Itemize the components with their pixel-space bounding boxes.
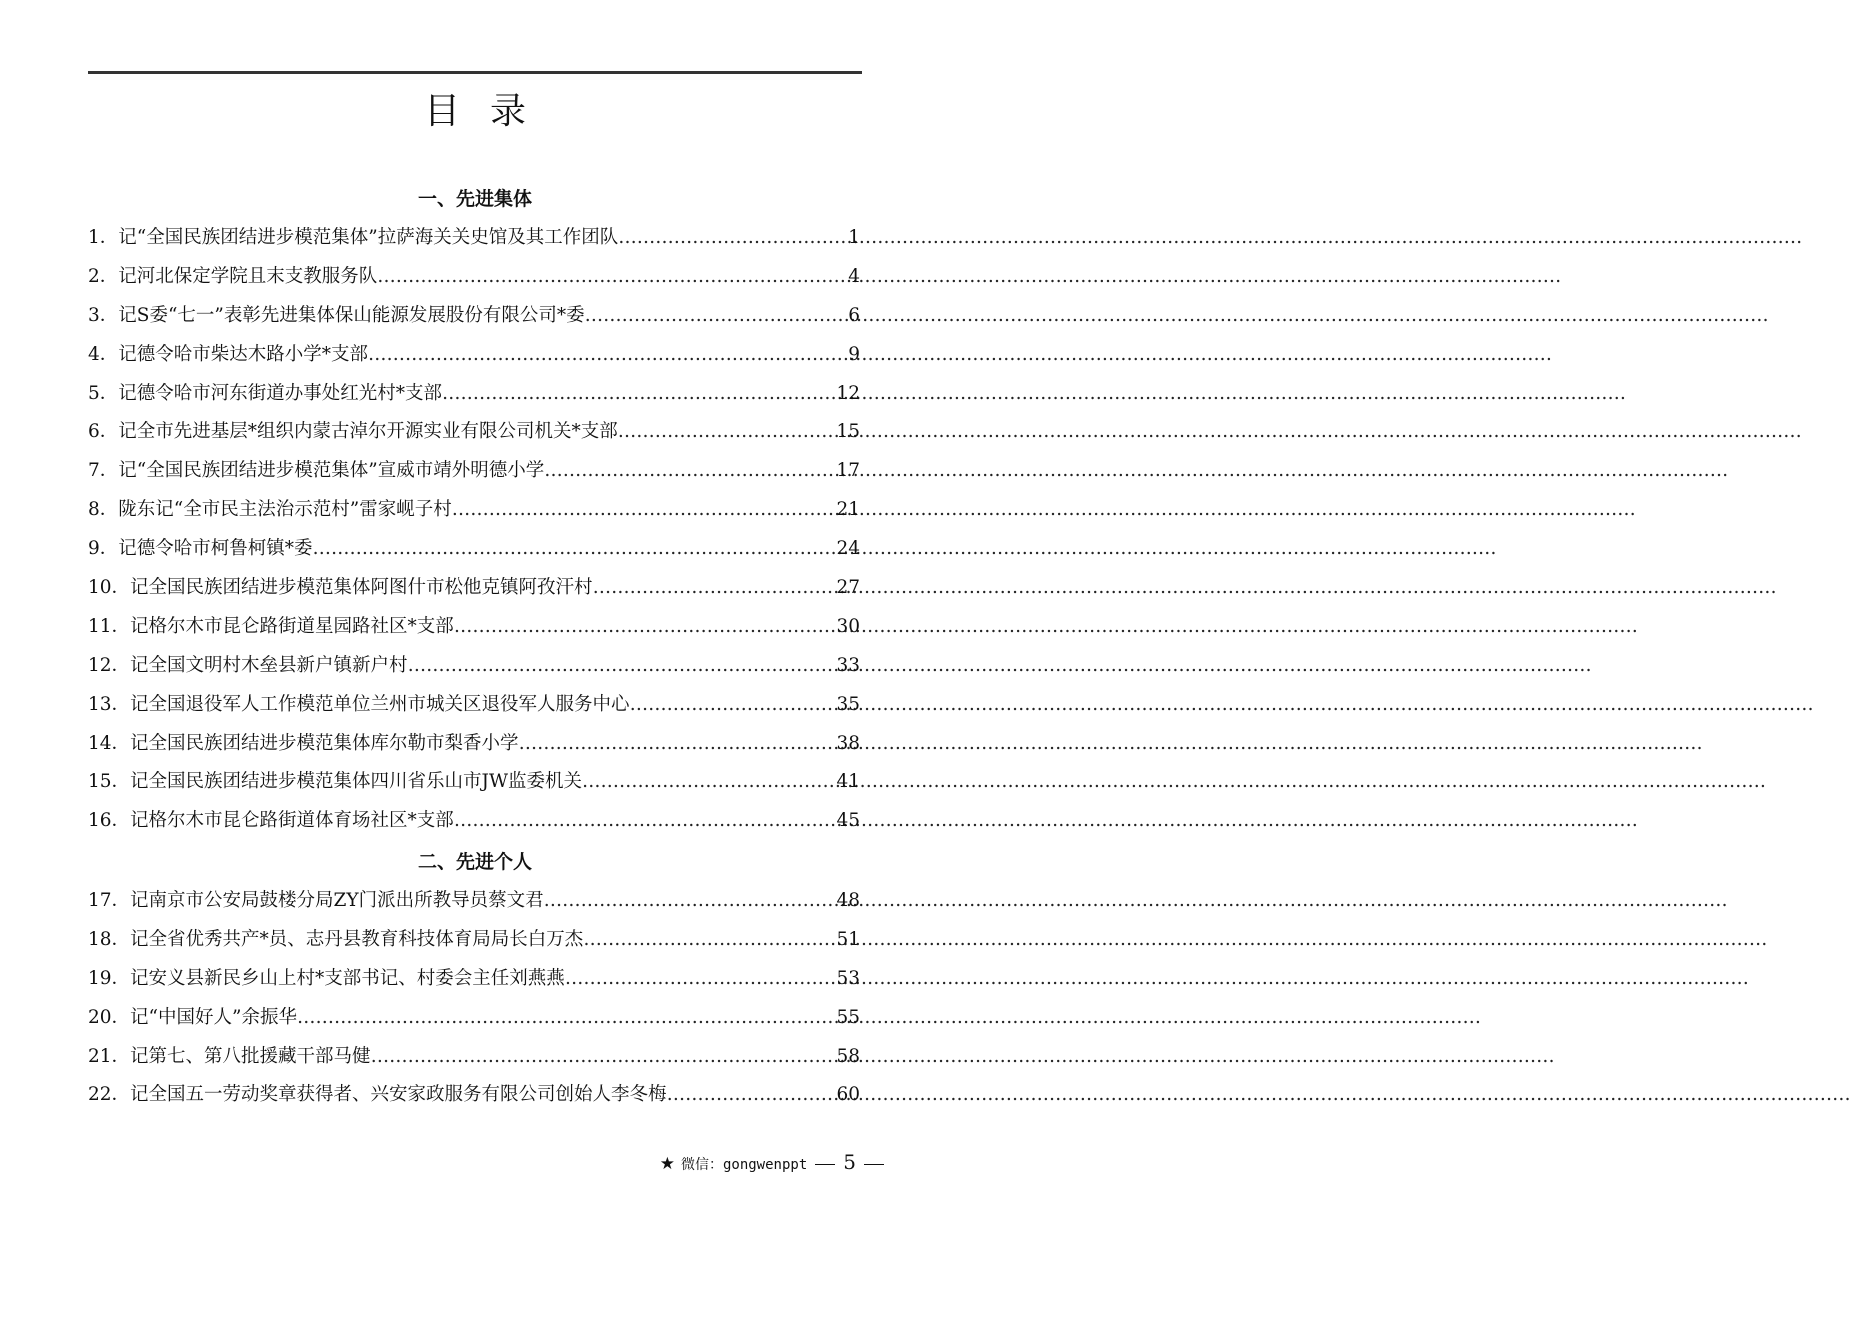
- toc-entry[interactable]: [88, 1044, 860, 1083]
- toc-entry-title: 记全国民族团结进步模范集体库尔勒市梨香小学: [130, 732, 519, 754]
- toc-dot-leader: [519, 731, 836, 757]
- toc-entry-title: 记全国退役军人工作模范单位兰州市城关区退役军人服务中心: [130, 693, 630, 715]
- footer-dash-right: [864, 1164, 884, 1165]
- page-footer: [660, 1150, 892, 1174]
- toc-entry-page: 15: [836, 421, 860, 443]
- footer-dash-left: [815, 1164, 835, 1165]
- toc-entry-title: 记全国五一劳动奖章获得者、兴安家政服务有限公司创始人李冬梅: [130, 1084, 667, 1106]
- toc-entry[interactable]: [88, 888, 860, 927]
- toc-entry-number: 15．: [88, 771, 131, 793]
- toc-entry-page: 35: [836, 693, 860, 715]
- toc-entry-number: 8．: [88, 499, 119, 521]
- toc-entry-page: 58: [836, 1045, 860, 1067]
- toc-dot-leader: [368, 342, 847, 368]
- toc-entry-number: 19．: [88, 967, 131, 989]
- toc-dot-leader: [630, 692, 836, 718]
- toc-entry-title: 记全省优秀共产*员、志丹县教育科技体育局局长白万杰: [130, 928, 584, 950]
- toc-entry-page: 27: [836, 577, 860, 599]
- toc-entry[interactable]: [88, 1005, 860, 1044]
- toc-dot-leader: [585, 303, 848, 329]
- toc-entry-number: 7．: [88, 460, 119, 482]
- toc-entry-title: 记第七、第八批援藏干部马健: [130, 1045, 371, 1067]
- toc-entry-title: 记南京市公安局鼓楼分局ZY门派出所教导员蔡文君: [130, 890, 544, 911]
- toc-dot-leader: [454, 614, 836, 640]
- toc-entry-page: 24: [836, 538, 860, 560]
- toc-dot-leader: [452, 497, 836, 523]
- toc-entry-page: 53: [836, 967, 860, 989]
- toc-entry-number: 5．: [88, 382, 119, 404]
- toc-entry[interactable]: [88, 731, 860, 770]
- footer-page-number: 5: [843, 1150, 856, 1174]
- toc-entry-number: 6．: [88, 421, 119, 443]
- toc-entry-page: 33: [836, 654, 860, 676]
- toc-entry-page: 48: [836, 890, 860, 911]
- toc-entry[interactable]: [88, 692, 860, 731]
- toc-entry-title: 记德令哈市柴达木路小学*支部: [118, 343, 369, 365]
- section-heading-individuals: 二、先进个人: [417, 851, 532, 873]
- toc-dot-leader: [297, 1005, 835, 1031]
- toc-entry-number: 14．: [88, 732, 131, 754]
- toc-entry-number: 13．: [88, 693, 131, 715]
- toc-entry-title: 陇东记“全市民主法治示范村”雷家岘子村: [118, 499, 452, 521]
- toc-entry[interactable]: [88, 458, 860, 497]
- toc-entry-title: 记“全国民族团结进步模范集体”宣威市靖外明德小学: [118, 460, 545, 482]
- top-rule: [88, 71, 862, 74]
- toc-entry[interactable]: [88, 264, 860, 303]
- wechat-label: 微信：gongwenppt: [680, 1157, 808, 1173]
- toc-entry[interactable]: [88, 614, 860, 653]
- toc-entry-number: 1．: [88, 227, 119, 248]
- toc-entry-title: 记全国文明村木垒县新户镇新户村: [130, 654, 408, 676]
- toc-entry[interactable]: [88, 575, 860, 614]
- toc-dot-leader: [583, 927, 835, 953]
- toc-entry-number: 16．: [88, 810, 131, 832]
- toc-entry-title: 记德令哈市柯鲁柯镇*委: [118, 538, 313, 560]
- toc-dot-leader: [618, 225, 847, 251]
- toc-entry[interactable]: [88, 769, 860, 808]
- toc-dot-leader: [618, 419, 836, 445]
- toc-dot-leader: [582, 769, 835, 795]
- toc-entry-page: 1: [848, 227, 860, 248]
- toc-entry[interactable]: [88, 419, 860, 458]
- toc-entry[interactable]: [88, 303, 860, 342]
- toc-dot-leader: [593, 575, 836, 601]
- toc-entry[interactable]: [88, 966, 860, 1005]
- toc-entry-title: 记河北保定学院且末支教服务队: [118, 265, 378, 287]
- toc-entry-number: 2．: [88, 265, 119, 287]
- toc-entry-number: 10．: [88, 577, 131, 599]
- toc-entry[interactable]: [88, 653, 860, 692]
- toc-entry-number: 12．: [88, 654, 131, 676]
- toc-entry-page: 38: [836, 732, 860, 754]
- toc-entry-page: 6: [848, 304, 860, 326]
- toc-entry-page: 17: [836, 460, 860, 482]
- toc-dot-leader: [408, 653, 836, 679]
- toc-dot-leader: [454, 808, 836, 834]
- toc-entry-title: 记“全国民族团结进步模范集体”拉萨海关关史馆及其工作团队: [118, 227, 619, 248]
- toc-entry-page: 41: [836, 771, 860, 793]
- toc-entry-page: 60: [836, 1084, 860, 1106]
- toc-entry-title: 记安义县新民乡山上村*支部书记、村委会主任刘燕燕: [130, 967, 565, 989]
- toc-dot-leader: [544, 458, 835, 484]
- toc-dot-leader: [377, 264, 847, 290]
- page-title-char-2: 录: [490, 91, 527, 132]
- toc-entry-page: 4: [848, 265, 860, 287]
- toc-entry-title: 记德令哈市河东街道办事处红光村*支部: [118, 382, 443, 404]
- toc-entry-page: 21: [836, 499, 860, 521]
- toc-entry-page: 9: [848, 343, 860, 365]
- toc-entry-title: 记“中国好人”余振华: [130, 1006, 297, 1028]
- toc-entry[interactable]: [88, 381, 860, 420]
- toc-entry[interactable]: [88, 927, 860, 966]
- toc-entry-title: 记格尔木市昆仑路街道体育场社区*支部: [130, 810, 454, 832]
- toc-entry-number: 11．: [88, 615, 131, 637]
- toc-entry-number: 20．: [88, 1006, 131, 1028]
- toc-entry-number: 18．: [88, 928, 131, 950]
- toc-entry-title: 记格尔木市昆仑路街道星园路社区*支部: [130, 615, 454, 637]
- toc-entry-number: 3．: [88, 304, 119, 326]
- toc-dot-leader: [565, 966, 836, 992]
- toc-entry[interactable]: [88, 342, 860, 381]
- toc-dot-leader: [442, 381, 835, 407]
- toc-entry-title: 记全国民族团结进步模范集体阿图什市松他克镇阿孜汗村: [130, 577, 593, 599]
- toc-dot-leader: [667, 1082, 836, 1108]
- toc-entry[interactable]: [88, 1082, 860, 1121]
- toc-entry-page: 12: [836, 382, 860, 404]
- toc-entry-number: 21．: [88, 1045, 131, 1067]
- toc-list-collectives: [88, 225, 860, 847]
- toc-dot-leader: [371, 1044, 836, 1070]
- toc-entry-page: 55: [836, 1006, 860, 1028]
- toc-dot-leader: [313, 536, 836, 562]
- toc-entry-number: 9．: [88, 538, 119, 560]
- toc-entry-title: 记S委“七一”表彰先进集体保山能源发展股份有限公司*委: [118, 304, 585, 326]
- toc-entry-number: 22．: [88, 1084, 131, 1106]
- page-title-char-1: 目: [423, 91, 460, 132]
- toc-entry-number: 17．: [88, 890, 131, 911]
- toc-entry-title: 记全国民族团结进步模范集体四川省乐山市JW监委机关: [130, 771, 582, 793]
- toc-entry[interactable]: [88, 808, 860, 847]
- toc-entry-number: 4．: [88, 343, 119, 365]
- toc-entry-title: 记全市先进基层*组织内蒙古淖尔开源实业有限公司机关*支部: [118, 421, 618, 443]
- section-heading-collectives: 一、先进集体: [417, 188, 532, 210]
- toc-entry[interactable]: [88, 225, 860, 264]
- toc-dot-leader: [544, 888, 836, 914]
- toc-entry-page: 45: [836, 810, 860, 832]
- page-title: [0, 88, 950, 136]
- toc-entry-page: 30: [836, 615, 860, 637]
- toc-entry[interactable]: [88, 497, 860, 536]
- toc-entry-page: 51: [836, 928, 860, 950]
- toc-list-individuals: [88, 888, 860, 1121]
- star-icon: ★: [659, 1154, 675, 1174]
- toc-entry[interactable]: [88, 536, 860, 575]
